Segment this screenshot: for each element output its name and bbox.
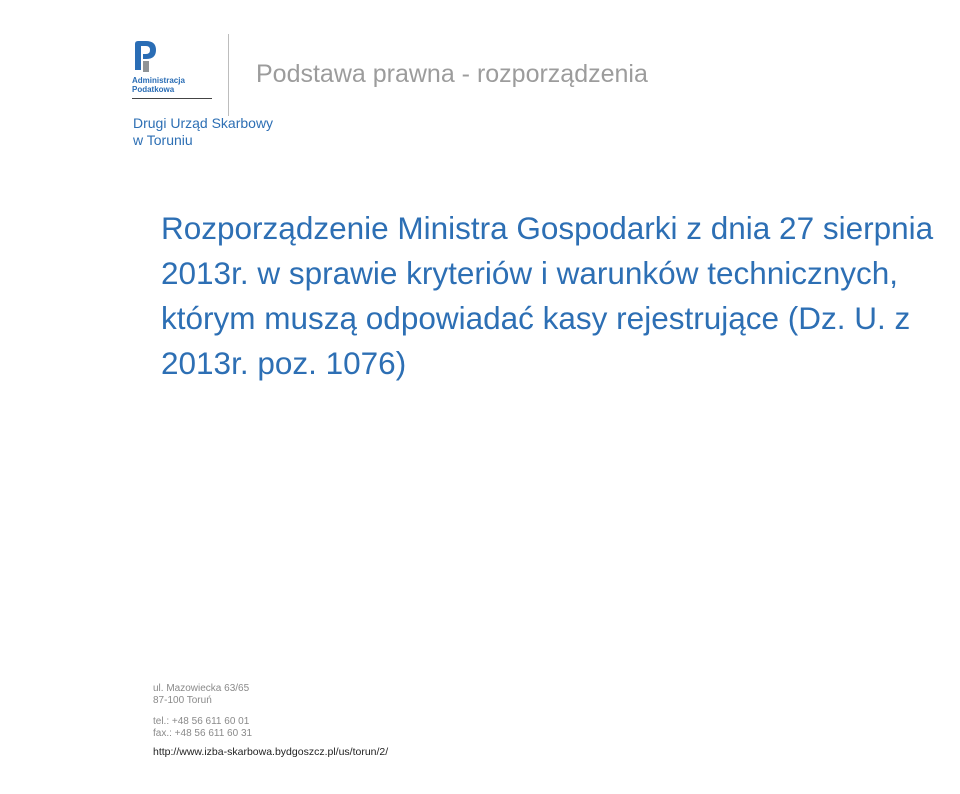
- logo-text-line1: Administracja: [132, 76, 185, 85]
- office-name-line1: Drugi Urząd Skarbowy: [133, 115, 274, 131]
- regulation-text: Rozporządzenie Ministra Gospodarki z dnia 27 sierpnia 2013r. w sprawie kryteriów i warunków technicznych, którym muszą odpowiadać kasy rejestrujące (Dz. U. z 2013r. poz. 1076): [161, 210, 934, 381]
- footer-address-street: ul. Mazowiecka 63/65: [153, 683, 250, 694]
- logo: [132, 40, 214, 102]
- page-title: Podstawa prawna - rozporządzenia: [256, 60, 648, 88]
- footer-phone: tel.: +48 56 611 60 01: [153, 716, 250, 727]
- footer-address-city: 87-100 Toruń: [153, 695, 212, 706]
- footer-fax: fax.: +48 56 611 60 31: [153, 728, 253, 739]
- administracja-podatkowa-logo-icon: [132, 40, 158, 74]
- footer-website-link[interactable]: http://www.izba-skarbowa.bydgoszcz.pl/us/torun/2/: [153, 746, 389, 758]
- logo-underline: [132, 98, 212, 99]
- office-name-line2: w Toruniu: [133, 132, 193, 148]
- logo-text-line2: Podatkowa: [132, 85, 175, 94]
- office-name: [133, 115, 273, 149]
- header-divider: [228, 34, 229, 116]
- footer-contact: [153, 683, 388, 758]
